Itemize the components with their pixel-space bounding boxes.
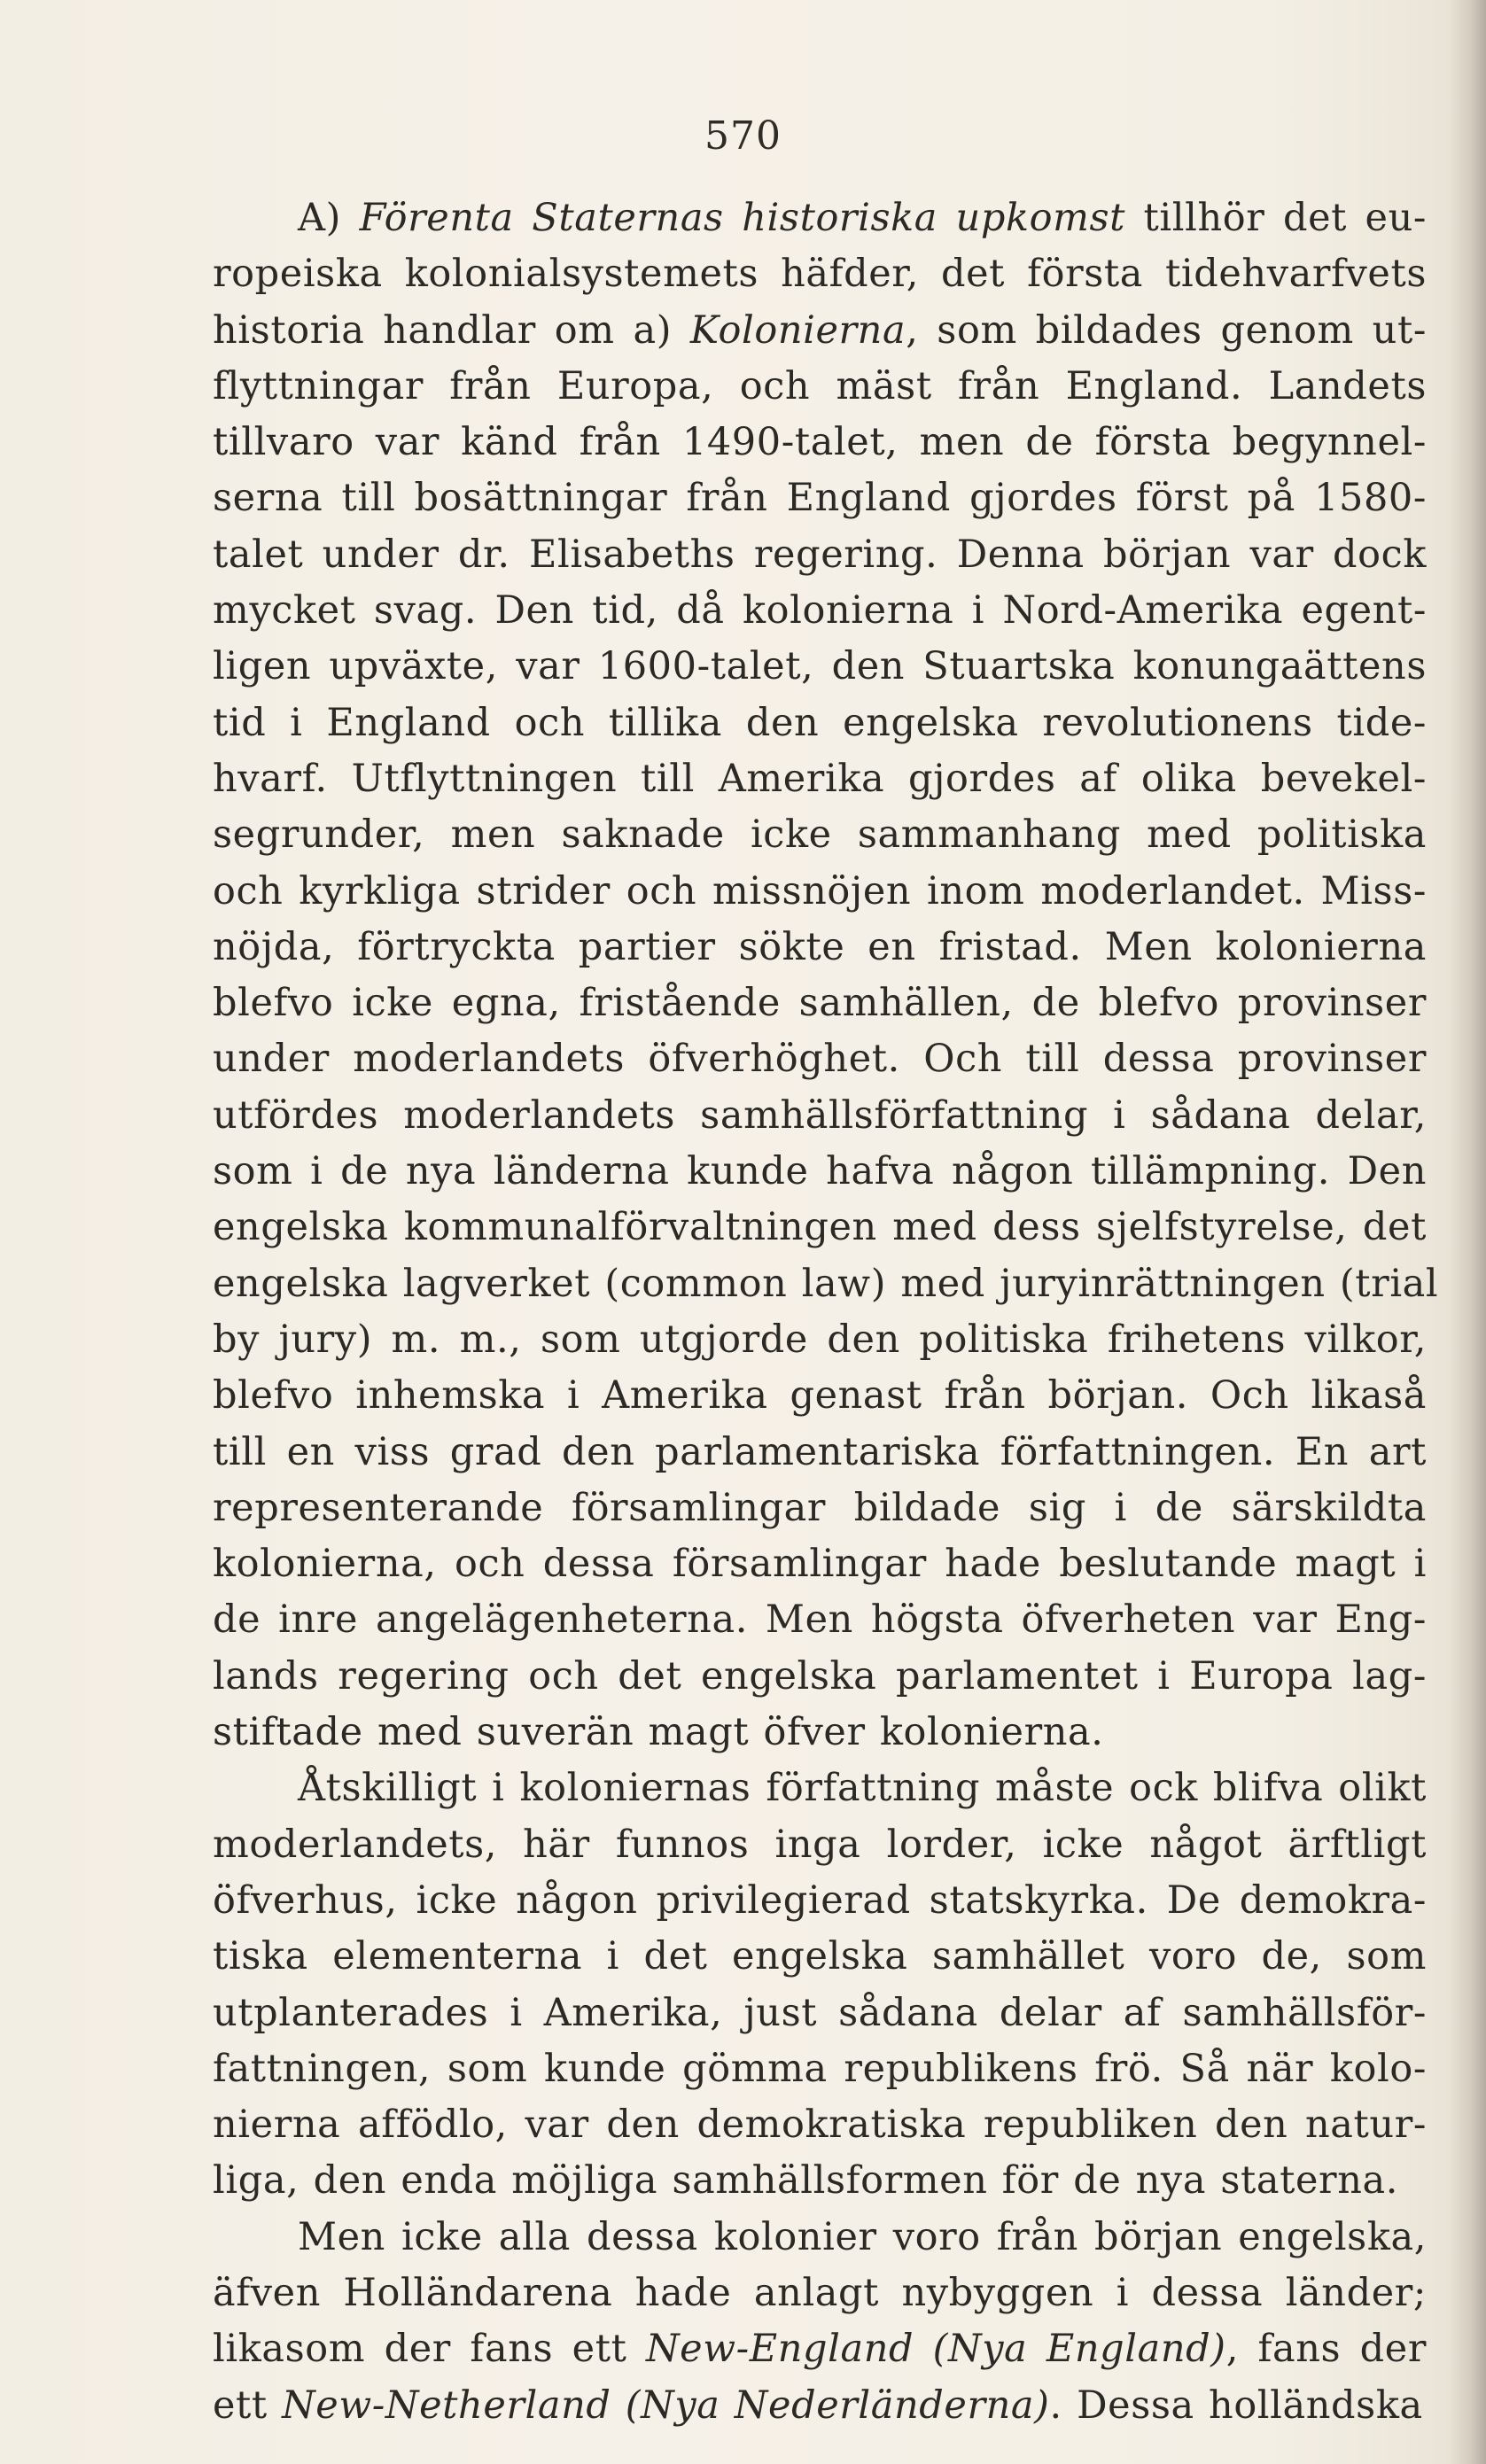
text-run: segrunder, men saknade icke sammanhang med politiska (213, 812, 1427, 858)
text-run: ropeiska kolonialsystemets häfder, det första tidehvarfvets (213, 252, 1427, 297)
text-line (213, 583, 1427, 639)
text-line (213, 2041, 1427, 2097)
text-run: blefvo inhemska i Amerika genast från början. Och likaså (213, 1373, 1427, 1419)
text-line (213, 2321, 1427, 2377)
text-line (213, 864, 1427, 920)
text-line (213, 359, 1427, 415)
italic-text: New-England (Nya England) (645, 2327, 1226, 2372)
text-line (213, 415, 1427, 470)
text-run: representerande församlingar bildade sig i de särskildta (213, 1485, 1427, 1530)
text-line (213, 1649, 1427, 1705)
text-run: engelska lagverket (common law) med juryinrättningen (trial (213, 1261, 1439, 1306)
text-run: Åtskilligt i koloniernas författning måste ock blifva olikt (298, 1766, 1427, 1811)
page-number: 570 (704, 113, 782, 159)
text-line (213, 1536, 1427, 1592)
text-line (213, 1425, 1427, 1481)
text-line (213, 1929, 1427, 1985)
text-run: A) (298, 196, 360, 240)
text-run: Men icke alla dessa kolonier voro från början engelska, (298, 2214, 1427, 2259)
text-run: utplanterades i Amerika, just sådana delar af samhällsför- (213, 1990, 1427, 2035)
text-run: tiska elementerna i det engelska samhället voro de, som (213, 1934, 1427, 1979)
text-line (213, 1144, 1427, 1200)
text-run: nöjda, förtryckta partier sökte en fristad. Men kolonierna (213, 924, 1427, 969)
text-run: och kyrkliga strider och missnöjen inom moderlandet. Miss- (213, 868, 1427, 913)
text-line (213, 527, 1427, 583)
italic-text: Kolonierna (689, 307, 906, 353)
text-run: kolonierna, och dessa församlingar hade beslutande magt i (213, 1542, 1427, 1587)
text-run: likasom der fans ett (213, 2327, 646, 2372)
text-run: engelska kommunalförvaltningen med dess sjelfstyrelse, det (213, 1205, 1427, 1250)
text-line (213, 303, 1427, 359)
text-run: serna till bosättningar från England gjordes först på 1580- (213, 476, 1427, 521)
text-line (213, 751, 1427, 807)
text-line (213, 1817, 1427, 1873)
page-edge-shadow (1449, 0, 1486, 2464)
text-run: under moderlandets öfverhöghet. Och till dessa provinser (213, 1037, 1427, 1082)
text-line (213, 246, 1427, 302)
text-run: som i de nya länderna kunde hafva någon tillämpning. Den (213, 1149, 1427, 1194)
text-run: till en viss grad den parlamentariska författningen. En art (213, 1429, 1427, 1474)
text-line (213, 1200, 1427, 1255)
text-line (213, 1592, 1427, 1648)
text-run: liga, den enda möjliga samhällsformen för de nya staterna. (213, 2158, 1398, 2204)
text-line (213, 1088, 1427, 1144)
text-run: , fans der (1225, 2327, 1427, 2372)
text-line (213, 1481, 1427, 1536)
body-text (213, 190, 1439, 2434)
text-line (213, 2153, 1427, 2209)
text-run: ett (213, 2382, 283, 2428)
italic-text: Förenta Staternas historiska upkomst (359, 196, 1126, 240)
text-line (213, 920, 1427, 975)
text-run: , som bildades genom ut- (906, 307, 1427, 353)
text-run: blefvo icke egna, fristående samhällen, de blefvo provinser (213, 981, 1427, 1026)
text-run: nierna affödlo, var den demokratiska republiken den natur- (213, 2103, 1427, 2148)
text-line (213, 639, 1427, 695)
text-line (213, 470, 1427, 526)
text-line (213, 2266, 1427, 2321)
text-run: fattningen, som kunde gömma republikens frö. Så när kolo- (213, 2046, 1427, 2091)
text-run: stiftade med suverän magt öfver kolonierna. (213, 1710, 1104, 1755)
text-run: utfördes moderlandets samhällsförfattning i sådana delar, (213, 1092, 1427, 1138)
text-run: tid i England och tillika den engelska revolutionens tide- (213, 700, 1427, 745)
text-line (213, 975, 1427, 1031)
text-line (213, 1256, 1439, 1312)
text-run: tillhör det eu- (1125, 196, 1427, 240)
text-run: ligen upväxte, var 1600-talet, den Stuartska konungaättens (213, 644, 1427, 689)
italic-text: New-Netherland (Nya Nederländerna) (282, 2382, 1050, 2428)
text-line (213, 1031, 1427, 1087)
text-line (213, 696, 1427, 751)
text-line (213, 2378, 1427, 2434)
text-run: . Dessa holländska (1049, 2382, 1423, 2428)
text-run: hvarf. Utflyttningen till Amerika gjordes af olika bevekel- (213, 756, 1427, 801)
text-line (213, 1761, 1427, 1816)
text-run: moderlandets, här funnos inga lorder, icke något ärftligt (213, 1822, 1427, 1867)
text-line (213, 1368, 1427, 1424)
text-run: öfverhus, icke någon privilegierad statskyrka. De demokra- (213, 1877, 1427, 1923)
text-run: flyttningar från Europa, och mäst från England. Landets (213, 363, 1427, 408)
text-run: talet under dr. Elisabeths regering. Denna början var dock (213, 532, 1427, 577)
text-run: historia handlar om a) (213, 307, 690, 353)
text-line (213, 2210, 1427, 2266)
text-line (213, 807, 1427, 863)
text-line (213, 1312, 1427, 1368)
text-line (213, 1986, 1427, 2041)
text-line (213, 190, 1427, 246)
text-line (213, 2097, 1427, 2153)
text-run: äfven Holländarena hade anlagt nybyggen i dessa länder; (213, 2270, 1427, 2315)
text-run: mycket svag. Den tid, då kolonierna i Nord-Amerika egent- (213, 588, 1427, 633)
text-run: by jury) m. m., som utgjorde den politiska frihetens vilkor, (213, 1317, 1427, 1362)
text-run: tillvaro var känd från 1490-talet, men de första begynnel- (213, 420, 1427, 465)
text-run: lands regering och det engelska parlamentet i Europa lag- (213, 1653, 1427, 1698)
text-line (213, 1873, 1427, 1929)
text-line (213, 1705, 1427, 1761)
text-run: de inre angelägenheterna. Men högsta öfverheten var Eng- (213, 1597, 1427, 1643)
